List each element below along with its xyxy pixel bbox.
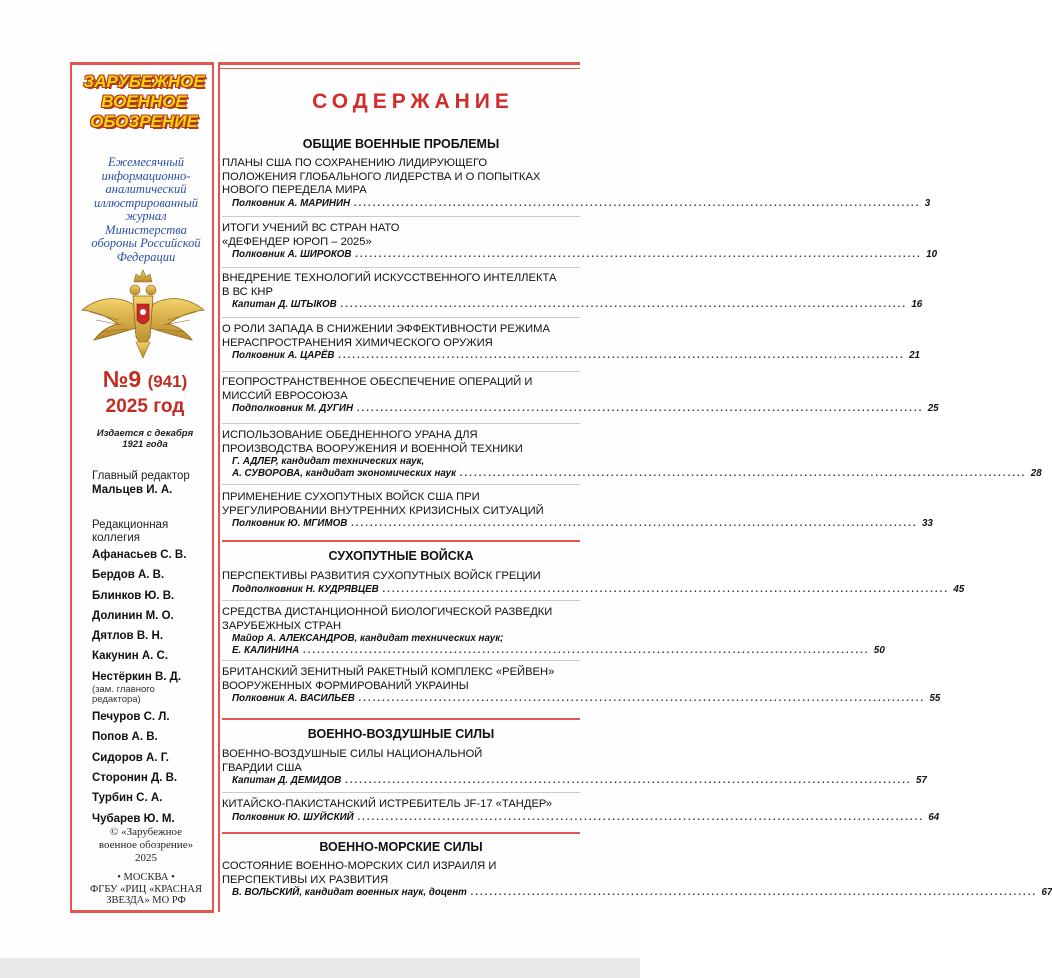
issue-num: №9 — [102, 366, 142, 392]
toc-separator — [222, 792, 580, 793]
board-member: Какунин А. С. — [92, 650, 169, 663]
masthead-line-2: ВОЕННОЕ — [101, 92, 187, 111]
toc-entry-author: Капитан Д. ДЕМИДОВ — [232, 775, 342, 786]
toc-entry-title: ПРОИЗВОДСТВА ВООРУЖЕНИЯ И ВОЕННОЙ ТЕХНИКИ — [222, 442, 523, 455]
tagline-line: Федерации — [116, 249, 176, 264]
published-since — [80, 428, 210, 450]
top-red-rule — [220, 62, 580, 65]
toc-entry-title: СОСТОЯНИЕ ВОЕННО-МОРСКИХ СИЛ ИЗРАИЛЯ И — [222, 860, 497, 872]
toc-entry-author-row — [222, 468, 1042, 480]
toc-entry-title: ПЕРСПЕКТИВЫ РАЗВИТИЯ СУХОПУТНЫХ ВОЙСК ГРЕЦИИ — [222, 570, 541, 582]
toc-leader-dots: ........................................................................................................................ — [338, 350, 906, 361]
publisher-line: ЗВЕЗДА» МО РФ — [106, 895, 186, 906]
toc-entry-page: 3 — [924, 197, 931, 209]
board-member: Блинков Ю. В. — [92, 589, 175, 602]
toc-leader-dots: ........................................................................................................................ — [340, 299, 908, 310]
tagline-line: Ежемесячный — [108, 155, 184, 169]
toc-separator — [222, 600, 580, 601]
toc-entry[interactable] — [222, 376, 939, 415]
toc-leader-dots: ........................................................................................................................ — [470, 887, 1038, 898]
toc-entry[interactable] — [222, 860, 1052, 899]
board-member-note: редактора) — [92, 694, 141, 706]
editorial-board-label — [92, 519, 217, 545]
toc-entry-page: 21 — [909, 350, 921, 361]
toc-entry-title: СРЕДСТВА ДИСТАНЦИОННОЙ БИОЛОГИЧЕСКОЙ РАЗВЕДКИ — [222, 606, 553, 618]
toc-entry[interactable] — [222, 666, 941, 705]
tagline-line: журнал — [125, 209, 167, 223]
toc-leader-dots: ........................................................................................................................ — [357, 403, 924, 414]
toc-entry-title: УРЕГУЛИРОВАНИИ ВНУТРЕННИХ КРИЗИСНЫХ СИТУАЦИЙ — [222, 504, 544, 517]
journal-tagline — [80, 156, 212, 264]
toc-entry-page: 64 — [928, 811, 940, 823]
board-member: Чубарев Ю. М. — [92, 812, 175, 825]
toc-entry[interactable] — [222, 323, 921, 362]
toc-entry-title: ПРИМЕНЕНИЕ СУХОПУТНЫХ ВОЙСК США ПРИ — [222, 491, 480, 503]
masthead-line-1: ЗАРУБЕЖНОЕ — [83, 72, 205, 91]
toc-entry-title: ГЕОПРОСТРАНСТВЕННОЕ ОБЕСПЕЧЕНИЕ ОПЕРАЦИЙ И — [222, 376, 533, 388]
tagline-line: иллюстрированный — [93, 195, 199, 210]
toc-entry-title: НОВОГО ПЕРЕДЕЛА МИРА — [222, 184, 367, 196]
toc-entry-author: Е. КАЛИНИНА — [232, 645, 300, 656]
copyright-line: военное обозрение» — [98, 839, 194, 851]
toc-entry[interactable] — [222, 272, 923, 311]
toc-entry-author: А. СУВОРОВА, кандидат экономических наук — [232, 468, 457, 479]
toc-section-heading: ВОЕННО-ВОЗДУШНЫЕ СИЛЫ — [307, 727, 495, 741]
toc-entry-page: 57 — [916, 775, 927, 786]
toc-entry-author: Капитан Д. ШТЫКОВ — [232, 299, 337, 310]
toc-section-heading: ОБЩИЕ ВОЕННЫЕ ПРОБЛЕМЫ — [302, 137, 500, 151]
left-red-rule-outer — [70, 62, 72, 912]
board-member: Бердов А. В. — [92, 569, 165, 582]
toc-leader-dots: ........................................................................................................................ — [351, 518, 918, 529]
publisher-info — [80, 872, 212, 907]
publisher-line: • МОСКВА • — [117, 872, 175, 883]
toc-entry-title: КИТАЙСКО-ПАКИСТАНСКИЙ ИСТРЕБИТЕЛЬ JF-17 «ТАНДЕР» — [222, 798, 552, 810]
toc-entry-author-row — [222, 403, 939, 415]
toc-section-divider — [222, 540, 580, 542]
toc-entry-title: ПЛАНЫ США ПО СОХРАНЕНИЮ ЛИДИРУЮЩЕГО — [222, 157, 488, 169]
board-title-line: Редакционная — [92, 519, 169, 531]
toc-entry-page: 50 — [873, 645, 885, 656]
toc-entry-author: Полковник А. ШИРОКОВ — [232, 249, 352, 260]
toc-leader-dots: ........................................................................................................................ — [355, 249, 923, 260]
board-member: Сторонин Д. В. — [92, 771, 178, 784]
toc-entry-title: МИССИЙ ЕВРОСОЮЗА — [222, 389, 348, 402]
toc-section-heading: ВОЕННО-МОРСКИЕ СИЛЫ — [319, 840, 483, 854]
toc-entry-author: Подполковник М. ДУГИН — [232, 403, 354, 414]
toc-section-divider — [222, 718, 580, 720]
toc-entry-author-row — [222, 350, 921, 362]
toc-entry[interactable] — [222, 606, 885, 657]
toc-entry[interactable] — [222, 222, 938, 261]
left-top-rule — [70, 62, 214, 65]
board-member: Долинин М. О. — [92, 609, 174, 622]
toc-entry[interactable] — [222, 748, 927, 787]
toc-entry-title: ГВАРДИИ США — [222, 761, 302, 774]
masthead-line-3: ОБОЗРЕНИЕ — [90, 112, 198, 131]
toc-entry-author: Полковник Ю. ШУЙСКИЙ — [232, 811, 354, 823]
toc-leader-dots: ........................................................................................................................ — [303, 645, 870, 656]
board-member: Афанасьев С. В. — [92, 549, 187, 561]
toc-entry-page: 25 — [927, 403, 939, 414]
top-red-rule-thin — [220, 68, 580, 69]
since-line: 1921 года — [122, 439, 168, 450]
board-member: Сидоров А. Г. — [92, 751, 169, 764]
toc-entry-author: Подполковник Н. КУДРЯВЦЕВ — [232, 583, 379, 595]
toc-leader-dots: ........................................................................................................................ — [382, 583, 950, 595]
toc-entry-author-row — [222, 249, 938, 261]
toc-entry-author: Г. АДЛЕР, кандидат технических наук, — [232, 456, 425, 467]
toc-entry-author-row — [222, 197, 931, 210]
toc-entry-author-row — [222, 518, 933, 530]
left-red-rule-inner2 — [218, 62, 220, 912]
toc-leader-dots: ........................................................................................................................ — [358, 693, 926, 704]
board-member: Турбин С. А. — [92, 792, 163, 805]
bottom-strip — [0, 958, 640, 978]
editorial-board-list — [92, 545, 217, 829]
toc-separator — [222, 484, 580, 485]
toc-entry-author-row — [222, 887, 1052, 899]
toc-title: СОДЕРЖАНИЕ — [312, 90, 514, 113]
toc-leader-dots: ........................................................................................................................ — [460, 468, 1027, 479]
toc-entry-page: 28 — [1030, 468, 1042, 479]
tagline-line: обороны Российской — [91, 236, 201, 250]
chief-editor-label: Главный редактор — [92, 470, 190, 482]
toc-separator — [222, 317, 580, 318]
toc-entry-title: ВОЕННО-ВОЗДУШНЫЕ СИЛЫ НАЦИОНАЛЬНОЙ — [222, 748, 483, 760]
issue-year: 2025 год — [105, 396, 185, 417]
toc-entry-page: 10 — [926, 249, 938, 260]
toc-leader-dots: ........................................................................................................................ — [345, 775, 912, 786]
publisher-line: ФГБУ «РИЦ «КРАСНАЯ — [90, 883, 202, 895]
toc-entry-title: ПЕРСПЕКТИВЫ ИХ РАЗВИТИЯ — [222, 873, 389, 886]
toc-section-divider — [222, 832, 580, 834]
toc-entry-author-row — [222, 645, 885, 657]
toc-separator — [222, 660, 580, 661]
toc-entry-title: ИТОГИ УЧЕНИЙ ВС СТРАН НАТО — [222, 222, 400, 234]
toc-entry-author: Полковник Ю. МГИМОВ — [232, 518, 348, 529]
toc-separator — [222, 216, 580, 217]
toc-entry-author-row — [222, 811, 940, 824]
board-member: Нестёркин В. Д. — [92, 670, 182, 683]
board-member: Дятлов В. Н. — [92, 630, 164, 643]
toc-entry[interactable] — [222, 157, 931, 210]
toc-entry-author-row — [222, 693, 941, 705]
tagline-line: информационно- — [101, 168, 191, 183]
board-member: Печуров С. Л. — [92, 711, 170, 724]
toc-entry-author: В. ВОЛЬСКИЙ, кандидат военных наук, доцент — [232, 887, 467, 898]
toc-entry[interactable] — [222, 798, 940, 824]
issue-number — [80, 366, 210, 393]
toc-entry[interactable] — [222, 429, 1042, 480]
board-title-line: коллегия — [92, 532, 140, 544]
toc-entry-author: Майор А. АЛЕКСАНДРОВ, кандидат технических наук; — [232, 633, 504, 644]
board-member-note: (зам. главного — [92, 684, 155, 696]
toc-entry-author-row — [222, 775, 927, 787]
toc-entry-author: Полковник А. МАРИНИН — [232, 197, 351, 209]
toc-separator — [222, 371, 580, 372]
toc-entry-author-row — [222, 583, 965, 596]
board-member: Попов А. В. — [92, 731, 158, 744]
toc-leader-dots: ........................................................................................................................ — [357, 811, 925, 823]
copyright-line: 2025 — [135, 852, 157, 864]
tagline-line: Министерства — [105, 222, 187, 237]
toc-entry-page: 55 — [929, 693, 941, 704]
toc-entry-page: 16 — [911, 299, 923, 310]
toc-entry-page: 33 — [921, 518, 933, 529]
toc-entry-title: ПОЛОЖЕНИЯ ГЛОБАЛЬНОГО ЛИДЕРСТВА И О ПОПЫТКАХ — [222, 170, 541, 183]
toc-entry-title: В ВС КНР — [222, 285, 273, 298]
toc-section-heading: СУХОПУТНЫЕ ВОЙСКА — [328, 549, 474, 563]
toc-entry-author: Полковник А. ВАСИЛЬЕВ — [232, 693, 355, 704]
issue-total: (941) — [147, 372, 188, 391]
toc-entry-author: Полковник А. ЦАРЁВ — [232, 350, 335, 361]
toc-entry-title: «ДЕФЕНДЕР ЮРОП – 2025» — [222, 235, 372, 248]
toc-entry-title: ЗАРУБЕЖНЫХ СТРАН — [222, 619, 342, 632]
toc-entry[interactable] — [222, 570, 965, 596]
masthead-logo — [78, 72, 210, 132]
tagline-line: аналитический — [105, 182, 187, 196]
toc-entry[interactable] — [222, 491, 933, 530]
copyright — [80, 826, 212, 865]
toc-entry-title: ВООРУЖЕННЫХ ФОРМИРОВАНИЙ УКРАИНЫ — [222, 679, 469, 692]
toc-entry-page: 45 — [953, 583, 965, 595]
toc-entry-title: О РОЛИ ЗАПАДА В СНИЖЕНИИ ЭФФЕКТИВНОСТИ РЕЖИМА — [222, 323, 550, 335]
since-line: Издается с декабря — [96, 428, 194, 439]
toc-separator — [222, 267, 580, 268]
bottom-red-rule — [70, 910, 214, 913]
toc-separator — [222, 423, 580, 424]
toc-entry-title: ИСПОЛЬЗОВАНИЕ ОБЕДНЕННОГО УРАНА ДЛЯ — [222, 429, 478, 441]
copyright-line: © «Зарубежное — [109, 826, 183, 838]
chief-editor-name: Мальцев И. А. — [92, 484, 173, 496]
toc-entry-page: 67 — [1041, 887, 1052, 898]
toc-entry-author-row — [222, 299, 923, 311]
double-headed-eagle-emblem-icon — [78, 262, 208, 362]
toc-entry-title: БРИТАНСКИЙ ЗЕНИТНЫЙ РАКЕТНЫЙ КОМПЛЕКС «РЕЙВЕН» — [222, 666, 555, 678]
toc-leader-dots: ........................................................................................................................ — [354, 197, 921, 209]
toc-entry-title: ВНЕДРЕНИЕ ТЕХНОЛОГИЙ ИСКУССТВЕННОГО ИНТЕЛЛЕКТА — [222, 272, 557, 284]
toc-entry-title: НЕРАСПРОСТРАНЕНИЯ ХИМИЧЕСКОГО ОРУЖИЯ — [222, 336, 493, 349]
